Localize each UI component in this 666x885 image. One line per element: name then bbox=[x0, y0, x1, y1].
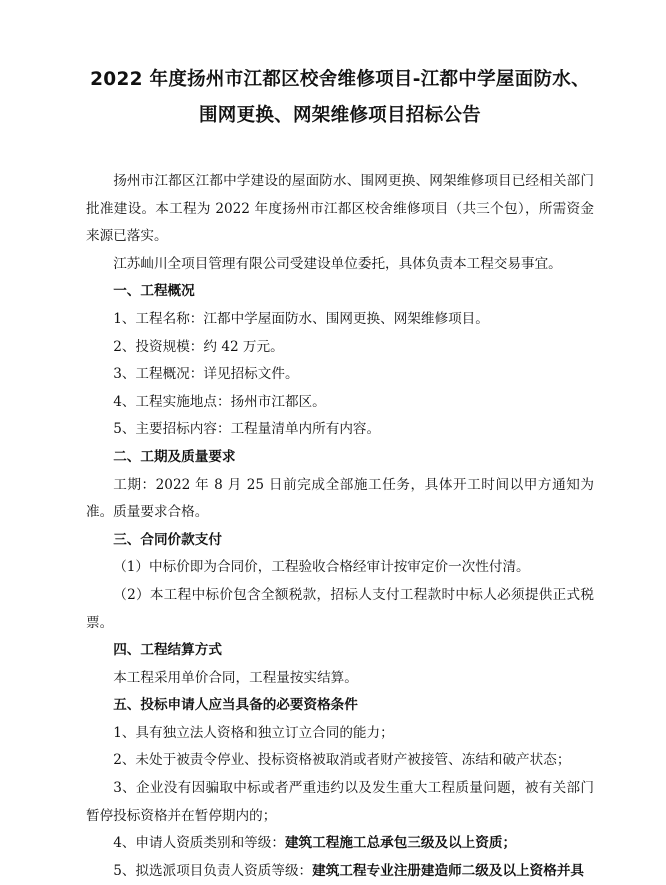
section-2-text: 工期：2022 年 8 月 25 日前完成全部施工任务，具体开工时间以甲方通知为准。质量要求合格。 bbox=[86, 476, 594, 521]
item-4-qualification: 建筑工程施工总承包三级及以上资质； bbox=[284, 835, 517, 852]
intro-paragraph-2: 江苏屾川全项目管理有限公司受建设单位委托，具体负责本工程交易事宜。 bbox=[113, 255, 562, 272]
section-1-item: 3、工程概况：详见招标文件。 bbox=[113, 366, 299, 383]
title-line-1: 2022 年度扬州市江都区校舍维修项目-江都中学屋面防水、 bbox=[90, 69, 590, 90]
section-1-item: 5、主要招标内容：工程量清单内所有内容。 bbox=[113, 421, 381, 438]
section-5-item: 2、未处于被责令停业、投标资格被取消或者财产被接管、冻结和破产状态； bbox=[113, 752, 571, 769]
section-1-item: 2、投资规模：约 42 万元。 bbox=[113, 338, 284, 355]
section-5-item: 3、企业没有因骗取中标或者严重违约以及发生重大工程质量问题，被有关部门暂停投标资格并在暂停期内的； bbox=[86, 780, 594, 824]
section-5-item: 1、具有独立法人资格和独立订立合同的能力； bbox=[113, 724, 394, 741]
section-2-heading: 二、工期及质量要求 bbox=[113, 448, 236, 465]
item-4-prefix: 4、申请人资质类别和等级： bbox=[113, 835, 285, 852]
intro-paragraph-1: 扬州市江都区江都中学建设的屋面防水、围网更换、网架维修项目已经相关部门批准建设。本工程为 2022 年度扬州市江都区校舍维修项目（共三个包），所需资金来源已落实。 bbox=[86, 173, 594, 245]
title-line-2: 围网更换、网架维修项目招标公告 bbox=[198, 105, 481, 126]
section-5-item-5 bbox=[86, 858, 594, 885]
section-1-heading: 一、工程概况 bbox=[113, 283, 195, 300]
section-1-item: 4、工程实施地点：扬州市江都区。 bbox=[113, 393, 326, 410]
section-3-heading: 三、合同价款支付 bbox=[113, 531, 222, 548]
section-3-item: （2）本工程中标价包含全额税款，招标人支付工程款时中标人必须提供正式税票。 bbox=[86, 586, 594, 631]
section-1-item: 1、工程名称：江都中学屋面防水、围网更换、网架维修项目。 bbox=[113, 310, 489, 327]
section-4-text: 本工程采用单价合同，工程量按实结算。 bbox=[113, 669, 358, 686]
section-5-item-4 bbox=[86, 830, 594, 858]
section-3-item: （1）中标价即为合同价，工程验收合格经审计按审定价一次性付清。 bbox=[113, 559, 530, 576]
section-5-heading: 五、投标申请人应当具备的必要资格条件 bbox=[113, 697, 358, 714]
item-5-qualification: 建筑工程专业注册建造师二级及以上资格并具 bbox=[312, 862, 585, 879]
section-4-heading: 四、工程结算方式 bbox=[113, 642, 222, 659]
item-5-prefix: 5、拟选派项目负责人资质等级： bbox=[113, 862, 313, 879]
document-title bbox=[86, 62, 594, 134]
